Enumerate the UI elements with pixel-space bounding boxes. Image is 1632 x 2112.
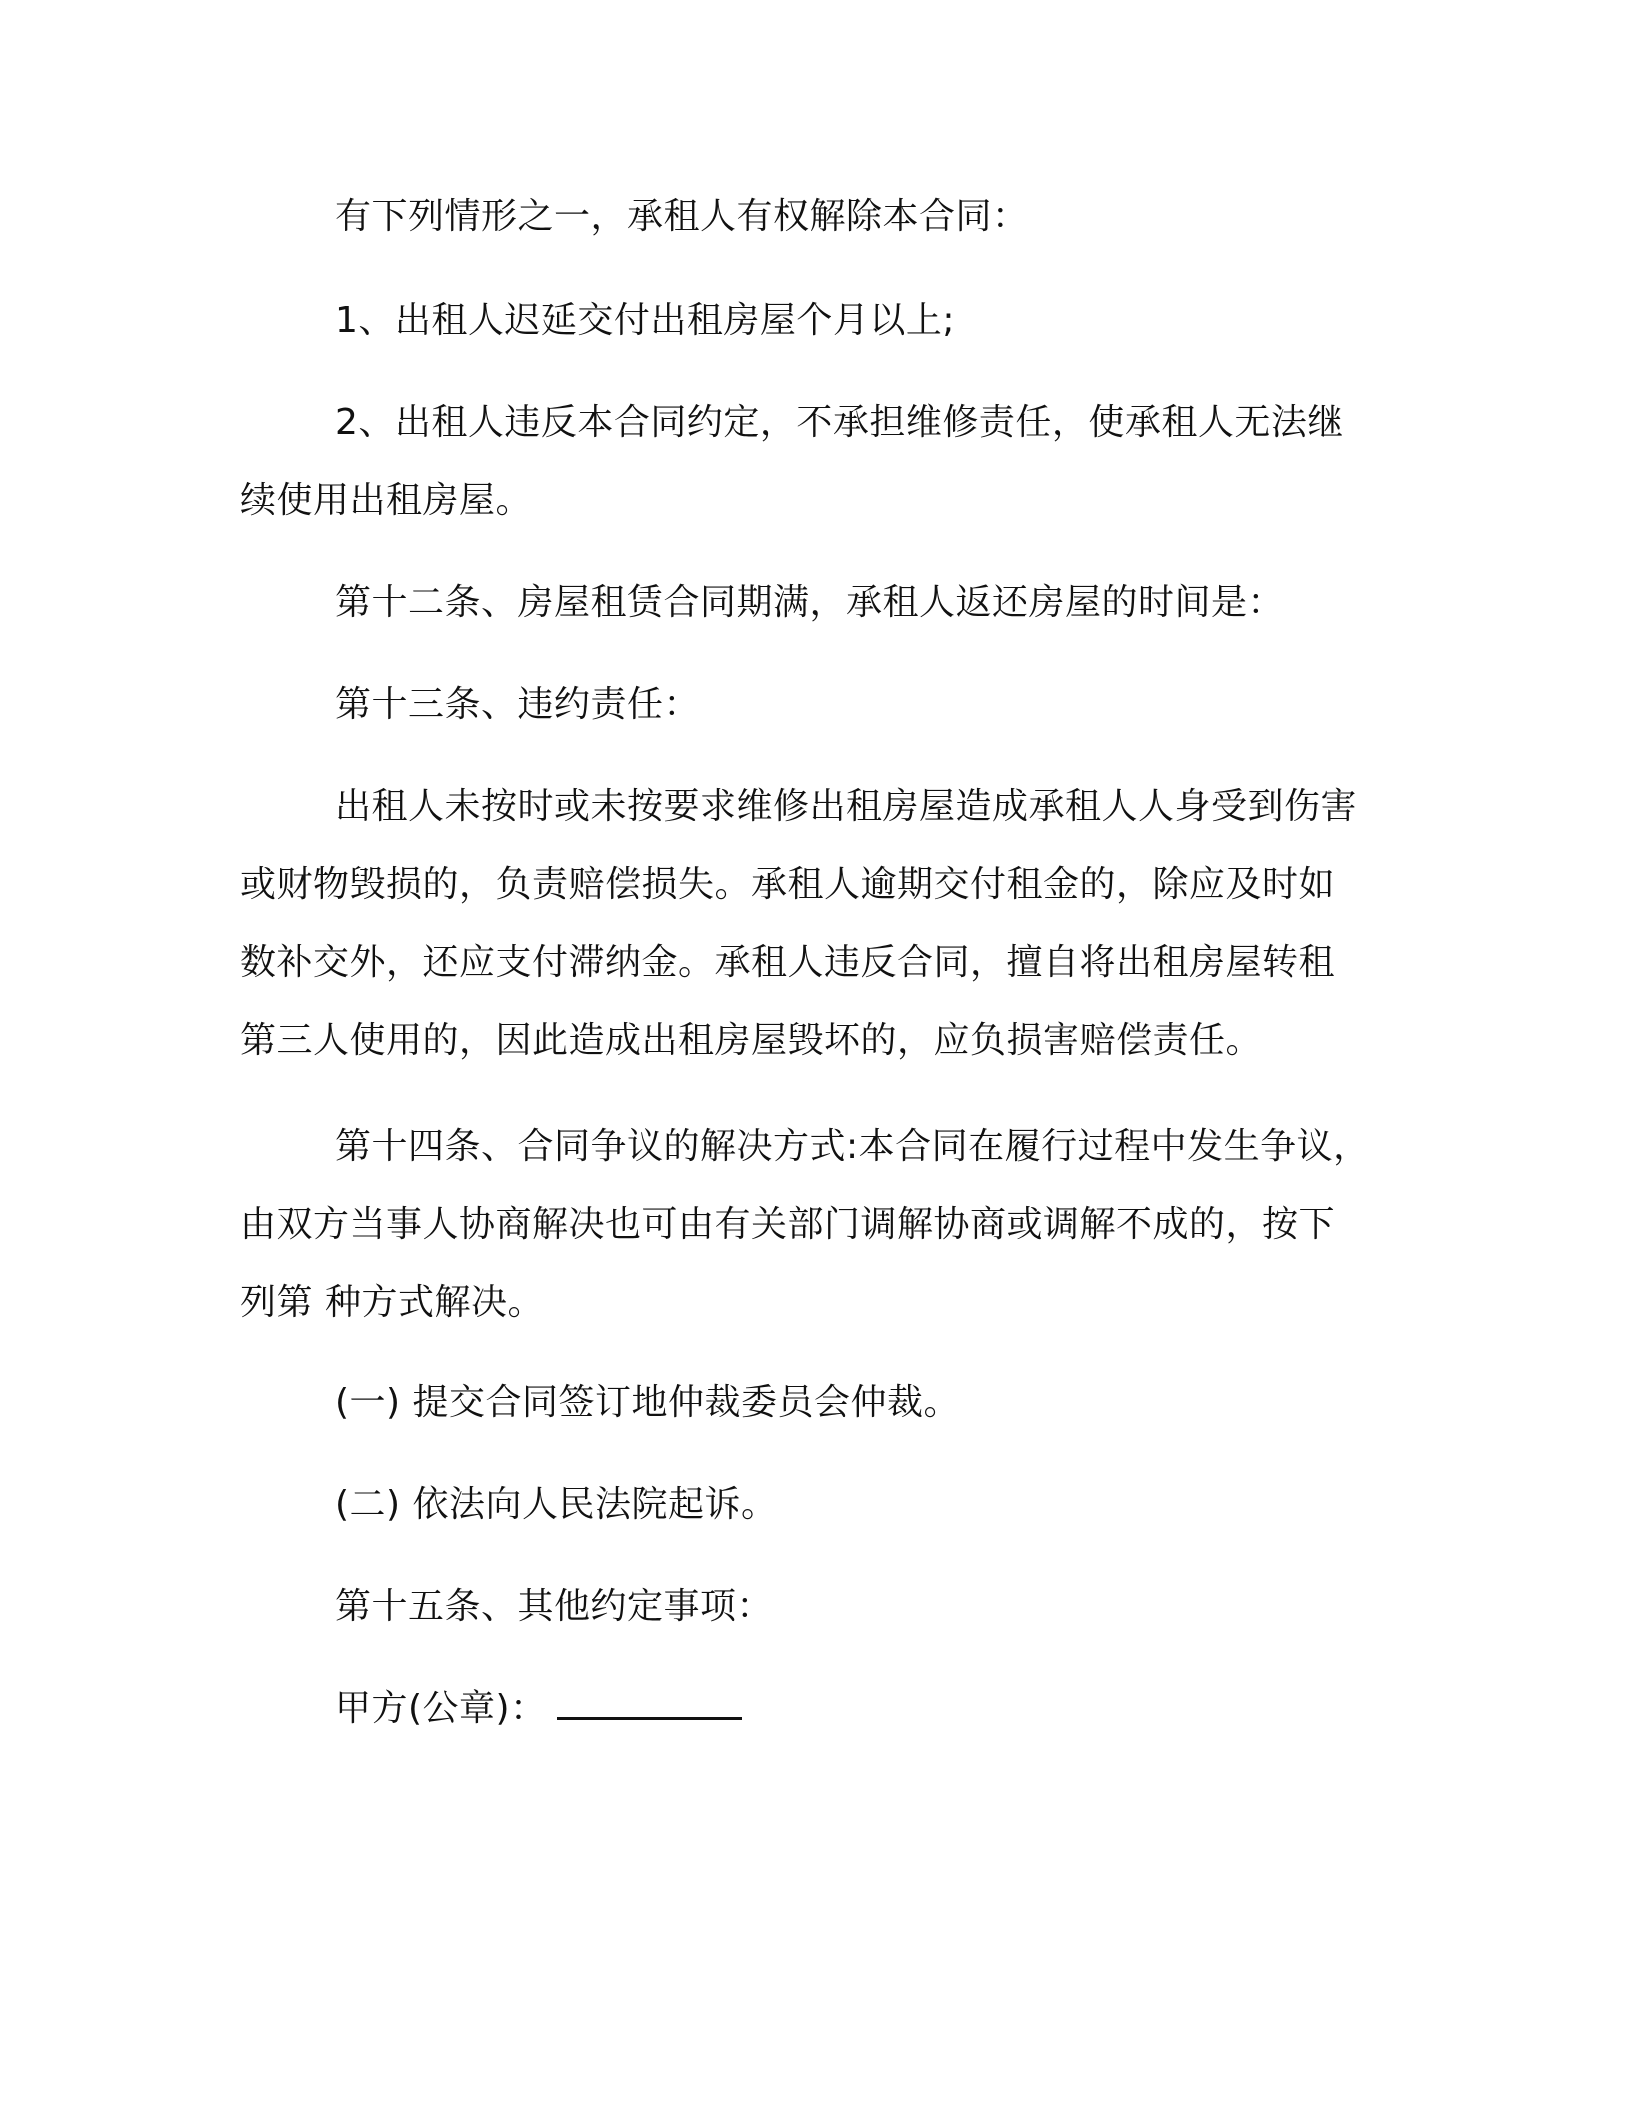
article-13-heading: 第十三条、违约责任： xyxy=(335,684,701,725)
clause-termination-intro: 有下列情形之一，承租人有权解除本合同： xyxy=(335,196,1029,237)
article-12: 第十二条、房屋租赁合同期满，承租人返还房屋的时间是： xyxy=(335,582,1285,623)
article-15: 第十五条、其他约定事项： xyxy=(335,1586,774,1627)
article-13-line-3: 数补交外，还应支付滞纳金。承租人违反合同，擅自将出租房屋转租 xyxy=(240,942,1336,983)
article-14-line-3: 列第 种方式解决。 xyxy=(240,1282,544,1323)
article-14-line-2: 由双方当事人协商解决也可由有关部门调解协商或调解不成的，按下 xyxy=(240,1204,1336,1245)
article-13-body xyxy=(240,768,1400,1080)
article-13-line-4: 第三人使用的，因此造成出租房屋毁坏的，应负损害赔偿责任。 xyxy=(240,1020,1263,1061)
dispute-option-2: (二) 依法向人民法院起诉。 xyxy=(335,1484,778,1525)
article-13-line-1: 出租人未按时或未按要求维修出租房屋造成承租人人身受到伤害 xyxy=(335,786,1358,827)
article-13-line-2: 或财物毁损的，负责赔偿损失。承租人逾期交付租金的，除应及时如 xyxy=(240,864,1336,905)
dispute-option-1: (一) 提交合同签订地仲裁委员会仲裁。 xyxy=(335,1382,961,1423)
party-a-label: 甲方(公章)： xyxy=(335,1688,547,1729)
clause-item-2-line-1: 2、出租人违反本合同约定，不承担维修责任，使承租人无法继 xyxy=(335,402,1344,443)
party-a-signature-line xyxy=(335,1670,1495,1748)
clause-item-2-line-2: 续使用出租房屋。 xyxy=(240,480,533,521)
clause-item-1: 1、出租人迟延交付出租房屋个月以上; xyxy=(335,300,956,341)
party-a-blank-field xyxy=(557,1691,742,1720)
article-14-line-1: 第十四条、合同争议的解决方式:本合同在履行过程中发生争议， xyxy=(335,1126,1370,1167)
clause-item-2 xyxy=(240,384,1400,540)
article-14 xyxy=(240,1108,1400,1342)
